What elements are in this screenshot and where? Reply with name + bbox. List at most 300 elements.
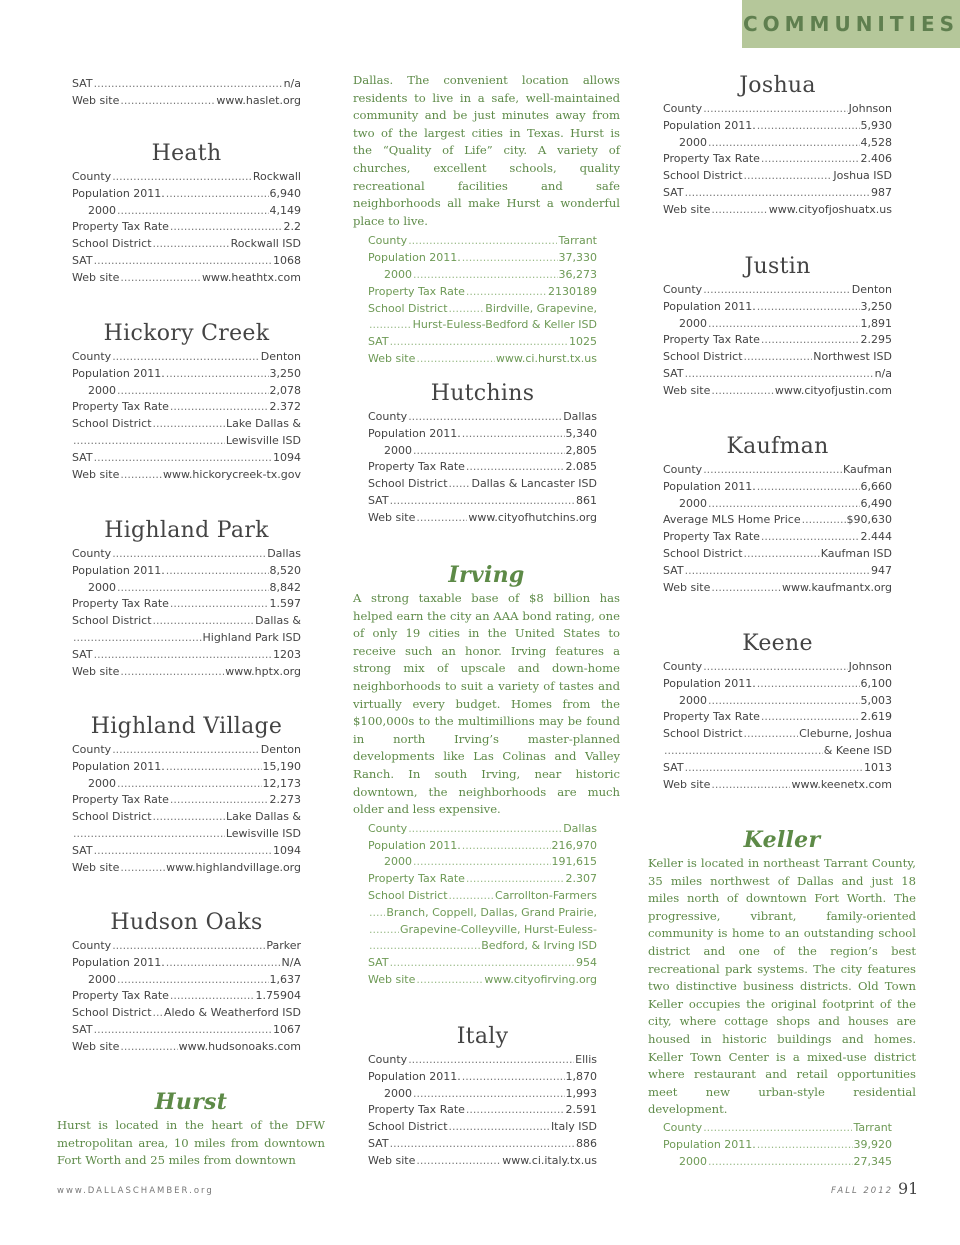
fact-value: Hurst-Euless-Bedford & Keller ISD — [412, 318, 597, 332]
fact-row — [663, 743, 892, 760]
fact-row — [368, 955, 597, 972]
fact-value: 947 — [871, 563, 892, 577]
fact-label: School District — [663, 546, 743, 560]
fact-row — [72, 563, 301, 580]
fact-value: 27,345 — [853, 1154, 892, 1168]
dot-leader — [685, 760, 863, 777]
dot-leader — [449, 301, 485, 318]
fact-value: 6,660 — [860, 479, 892, 493]
city-hurst-intro — [57, 1089, 325, 1170]
city-irving — [353, 562, 620, 989]
fact-label: 2000 — [384, 1086, 412, 1100]
city-kaufman — [663, 434, 892, 596]
fact-row — [663, 659, 892, 676]
fact-row — [72, 1022, 301, 1039]
dot-leader — [408, 233, 557, 250]
city-highland-park — [72, 518, 301, 680]
fact-label: Population 2011. — [663, 479, 756, 493]
dot-leader — [416, 1153, 501, 1170]
fact-label: County — [663, 660, 703, 673]
fact-value: 1.597 — [269, 597, 301, 611]
fact-label: County — [72, 939, 112, 952]
fact-list — [663, 101, 892, 219]
fact-value: Aledo & Weatherford ISD — [163, 1006, 301, 1020]
page-number: 91 — [898, 1179, 919, 1198]
fact-value: 954 — [576, 956, 597, 970]
fact-row — [72, 383, 301, 400]
dot-leader — [166, 955, 281, 972]
fact-label: Property Tax Rate — [663, 333, 760, 347]
fact-row — [663, 479, 892, 496]
fact-value: 2.591 — [565, 1103, 597, 1117]
fact-row — [72, 253, 301, 270]
fact-value: Birdville, Grapevine, — [485, 301, 597, 315]
fact-list — [368, 1052, 597, 1170]
dot-leader — [94, 450, 272, 467]
dot-leader — [466, 1102, 565, 1119]
dot-leader — [757, 1137, 853, 1154]
haslet-tail — [72, 76, 301, 110]
fact-value: 987 — [871, 185, 892, 199]
fact-row — [663, 726, 892, 743]
website-link[interactable]: www.ci.italy.tx.us — [502, 1153, 597, 1167]
fact-row — [368, 838, 597, 855]
fact-value: Joshua ISD — [833, 169, 892, 183]
fact-list — [72, 349, 301, 483]
dot-leader — [711, 383, 774, 400]
fact-label: Web site — [663, 580, 711, 594]
fact-label: Population 2011. — [663, 299, 756, 313]
city-title: Keller — [743, 827, 821, 853]
fact-value: Lake Dallas & — [226, 810, 301, 824]
fact-row — [72, 809, 301, 826]
fact-label: School District — [72, 417, 152, 431]
fact-label: 2000 — [679, 316, 707, 330]
fact-label: County — [663, 102, 703, 115]
fact-row — [663, 1137, 892, 1154]
fact-row — [663, 693, 892, 710]
fact-label: 2000 — [88, 383, 116, 397]
fact-label: SAT — [368, 956, 389, 970]
fact-value: 1068 — [273, 253, 301, 267]
fact-row — [663, 563, 892, 580]
dot-leader — [703, 462, 842, 479]
fact-label: SAT — [663, 366, 684, 380]
fact-label: 2000 — [88, 203, 116, 217]
dot-leader — [703, 659, 847, 676]
fact-label: Property Tax Rate — [368, 284, 465, 298]
fact-row — [72, 955, 301, 972]
fact-row — [72, 467, 301, 484]
dot-leader — [708, 316, 860, 333]
fact-row — [368, 1102, 597, 1119]
fact-value: Carrollton-Farmers — [495, 888, 597, 902]
fact-row — [663, 546, 892, 563]
dot-leader — [416, 972, 483, 989]
fact-value: 6,100 — [860, 676, 892, 690]
fact-row — [72, 972, 301, 989]
fact-label: Population 2011. — [368, 251, 461, 265]
city-title: Justin — [744, 254, 811, 279]
fact-label: Population 2011. — [368, 426, 461, 440]
city-title: Kaufman — [726, 434, 829, 459]
fact-label: County — [663, 1120, 703, 1134]
dot-leader — [112, 169, 252, 186]
website-link[interactable]: www.highlandvillage.org — [166, 860, 301, 874]
fact-value: 2.406 — [860, 152, 892, 166]
dot-leader — [117, 203, 269, 220]
fact-label: Property Tax Rate — [368, 872, 465, 886]
fact-value: Northwest ISD — [813, 350, 892, 364]
website-link[interactable]: www.keenetx.com — [791, 777, 892, 791]
dot-leader — [73, 826, 225, 843]
fact-value: Lake Dallas & — [226, 417, 301, 431]
dot-leader — [761, 332, 860, 349]
fact-value: 39,920 — [853, 1137, 892, 1151]
dot-leader — [390, 334, 568, 351]
city-hurst-cont — [353, 72, 620, 368]
fact-label: 2000 — [679, 135, 707, 149]
fact-value: 37,330 — [558, 251, 597, 265]
website-link[interactable]: www.cityofirving.org — [484, 972, 597, 986]
fact-label: Population 2011. — [663, 676, 756, 690]
fact-value: Rockwall ISD — [230, 237, 301, 251]
city-title: Keene — [742, 631, 813, 656]
fact-value: Tarrant — [853, 1120, 892, 1134]
website-link[interactable]: www.hptx.org — [225, 664, 301, 678]
fact-label: School District — [663, 350, 743, 364]
website-link[interactable]: www.hudsonoaks.com — [178, 1039, 301, 1053]
dot-leader — [94, 76, 283, 93]
fact-list — [353, 821, 620, 989]
footer-issue: FALL 2012 — [831, 1186, 894, 1196]
fact-label: Web site — [72, 93, 120, 107]
dot-leader — [703, 282, 851, 299]
fact-row — [72, 938, 301, 955]
fact-row — [72, 647, 301, 664]
fact-list — [72, 938, 301, 1056]
fact-value: 5,003 — [860, 693, 892, 707]
fact-label: School District — [368, 888, 448, 902]
fact-value: 36,273 — [558, 267, 597, 281]
fact-row — [368, 1052, 597, 1069]
dot-leader — [117, 383, 269, 400]
fact-row — [72, 792, 301, 809]
fact-row — [663, 760, 892, 777]
dot-leader — [802, 512, 846, 529]
fact-row — [368, 351, 597, 368]
fact-label: SAT — [72, 450, 93, 464]
fact-value: 216,970 — [551, 838, 597, 852]
fact-label: SAT — [72, 647, 93, 661]
fact-label: SAT — [72, 843, 93, 857]
fact-label: County — [72, 743, 112, 756]
footer-website: www.DALLASCHAMBER.org — [57, 1186, 214, 1196]
fact-row — [368, 426, 597, 443]
dot-leader — [369, 922, 399, 939]
fact-value: 6,490 — [860, 496, 892, 510]
fact-label: County — [72, 547, 112, 560]
fact-value: 1,637 — [269, 972, 301, 986]
fact-row — [72, 416, 301, 433]
fact-value: 3,250 — [269, 366, 301, 380]
fact-label: School District — [368, 1120, 448, 1134]
fact-value: Lewisville ISD — [225, 826, 301, 840]
fact-label: School District — [72, 810, 152, 824]
fact-label: 2000 — [679, 693, 707, 707]
city-joshua — [663, 73, 892, 219]
fact-row — [663, 101, 892, 118]
fact-row — [663, 580, 892, 597]
fact-label: Property Tax Rate — [663, 530, 760, 544]
dot-leader — [462, 1069, 565, 1086]
dot-leader — [120, 860, 165, 877]
fact-list — [72, 546, 301, 680]
fact-label: Web site — [72, 664, 120, 678]
dot-leader — [466, 459, 565, 476]
fact-label: 2000 — [88, 580, 116, 594]
fact-label: School District — [72, 614, 152, 628]
fact-row — [72, 596, 301, 613]
fact-value: Bedford, & Irving ISD — [481, 939, 597, 953]
fact-value: 2,805 — [565, 443, 597, 457]
dot-leader — [449, 888, 494, 905]
dot-leader — [462, 250, 558, 267]
fact-row — [663, 349, 892, 366]
dot-leader — [73, 630, 202, 647]
fact-row — [72, 450, 301, 467]
fact-value: 12,173 — [262, 776, 301, 790]
fact-row — [72, 169, 301, 186]
fact-value: 2.372 — [269, 400, 301, 414]
fact-row — [368, 476, 597, 493]
dot-leader — [117, 580, 269, 597]
fact-value: Highland Park ISD — [202, 630, 301, 644]
fact-label: Property Tax Rate — [663, 152, 760, 166]
fact-label: SAT — [663, 185, 684, 199]
dot-leader — [757, 676, 860, 693]
fact-value: $90,630 — [846, 513, 892, 527]
fact-row — [663, 332, 892, 349]
fact-value: 4,528 — [860, 135, 892, 149]
fact-row — [368, 1069, 597, 1086]
fact-row — [368, 1136, 597, 1153]
city-justin — [663, 254, 892, 400]
fact-label: Population 2011. — [368, 838, 461, 852]
fact-row — [663, 512, 892, 529]
dot-leader — [711, 580, 781, 597]
dot-leader — [708, 693, 860, 710]
fact-row — [72, 76, 301, 93]
fact-row — [663, 529, 892, 546]
fact-label: Property Tax Rate — [663, 710, 760, 724]
fact-value: 1094 — [273, 843, 301, 857]
fact-label: Property Tax Rate — [72, 597, 169, 611]
dot-leader — [120, 93, 215, 110]
fact-label: SAT — [72, 77, 93, 90]
fact-label: Population 2011. — [368, 1069, 461, 1083]
fact-label: Web site — [368, 1153, 416, 1167]
dot-leader — [117, 972, 269, 989]
dot-leader — [413, 443, 565, 460]
dot-leader — [685, 185, 870, 202]
fact-row — [663, 496, 892, 513]
fact-label: 2000 — [88, 972, 116, 986]
dot-leader — [703, 1120, 852, 1137]
dot-leader — [120, 1039, 177, 1056]
fact-label: Population 2011. — [72, 366, 165, 380]
fact-row — [72, 742, 301, 759]
city-title: Joshua — [739, 73, 816, 98]
fact-label: Web site — [663, 202, 711, 216]
fact-row — [663, 185, 892, 202]
fact-value: Italy ISD — [550, 1120, 597, 1134]
dot-leader — [369, 905, 385, 922]
fact-value: 2130189 — [548, 284, 597, 298]
fact-value: Kaufman ISD — [820, 546, 892, 560]
fact-value: 5,340 — [565, 426, 597, 440]
fact-label: County — [368, 1053, 408, 1066]
fact-value: 886 — [576, 1136, 597, 1150]
dot-leader — [369, 938, 480, 955]
fact-value: Branch, Coppell, Dallas, Grand Prairie, — [386, 905, 597, 919]
dot-leader — [153, 613, 255, 630]
fact-label: County — [72, 350, 112, 363]
fact-row — [368, 317, 597, 334]
dot-leader — [761, 709, 860, 726]
website-link[interactable]: www.hickorycreek-tx.gov — [162, 467, 301, 481]
city-hutchins — [353, 381, 620, 527]
dot-leader — [413, 267, 558, 284]
city-description: Keller is located in northeast Tarrant County, 35 miles northwest of Dallas and just 18 miles north of downtown Fort Worth. The progressive, vibrant, family-oriented community is home to an outstanding school district and one of the region’s best recreational park systems. The city features two distinctive business districts. Old Town Keller occupies the original footprint of the city, where cottage shops and houses are housed in historic buildings and homes. Keller Town Center is a mixed-use district where restaurant and retail opportunities meet new urban-style residential development. — [648, 856, 916, 1117]
dot-leader — [761, 151, 860, 168]
fact-value: 2.295 — [860, 333, 892, 347]
website-link[interactable]: www.cityofjoshuatx.us — [768, 202, 892, 216]
dot-leader — [153, 236, 230, 253]
fact-row — [72, 236, 301, 253]
fact-row — [72, 843, 301, 860]
dot-leader — [390, 955, 575, 972]
dot-leader — [416, 351, 495, 368]
fact-value: Denton — [260, 350, 301, 363]
fact-value: 1,993 — [565, 1086, 597, 1100]
fact-value: 5,930 — [860, 118, 892, 132]
website-link[interactable]: www.kaufmantx.org — [781, 580, 892, 594]
fact-value: 2,078 — [269, 383, 301, 397]
fact-value: 861 — [576, 493, 597, 507]
dot-leader — [153, 1005, 163, 1022]
fact-row — [663, 383, 892, 400]
fact-row — [72, 219, 301, 236]
fact-list — [648, 1120, 916, 1170]
dot-leader — [462, 426, 565, 443]
fact-row — [368, 233, 597, 250]
fact-label: Population 2011. — [72, 186, 165, 200]
city-title: Hickory Creek — [103, 321, 270, 346]
dot-leader — [166, 563, 269, 580]
fact-row — [368, 854, 597, 871]
fact-label: 2000 — [384, 267, 412, 281]
city-description: A strong taxable base of $8 billion has helped earn the city an AAA bond rating, one of only 19 cities in the United States to receive such an honor. Irving features a strong mix of upscale and down-home neighborhoods to suit a variety of tastes and virtually every budget. Homes from the $100,000s to the multimillions may be found in north Irving’s master-planned developments like Las Colinas and Valley Ranch. In south Irving, near historic downtown, the neighborhoods are much older and less expensive. — [353, 591, 620, 817]
dot-leader — [170, 596, 269, 613]
fact-row — [663, 1154, 892, 1171]
fact-list — [663, 659, 892, 793]
dot-leader — [744, 546, 820, 563]
website-link[interactable]: www.haslet.org — [216, 93, 301, 107]
fact-label: SAT — [663, 760, 684, 774]
dot-leader — [120, 664, 224, 681]
fact-label: Population 2011. — [663, 118, 756, 132]
fact-value: 1,891 — [860, 316, 892, 330]
fact-value: Denton — [260, 743, 301, 756]
fact-label: Web site — [368, 510, 416, 524]
fact-row — [368, 267, 597, 284]
dot-leader — [369, 317, 412, 334]
fact-row — [368, 972, 597, 989]
fact-value: Dallas — [563, 410, 597, 423]
fact-row — [72, 613, 301, 630]
fact-row — [663, 151, 892, 168]
dot-leader — [94, 647, 272, 664]
fact-value: 1025 — [569, 335, 597, 349]
fact-label: 2000 — [88, 776, 116, 790]
dot-leader — [413, 1086, 565, 1103]
dot-leader — [408, 409, 562, 426]
fact-row — [368, 821, 597, 838]
website-link[interactable]: www.cityofhutchins.org — [468, 510, 597, 524]
dot-leader — [413, 854, 551, 871]
fact-value: 2.619 — [860, 710, 892, 724]
fact-row — [72, 826, 301, 843]
fact-value: Dallas & — [255, 614, 301, 628]
fact-row — [368, 301, 597, 318]
fact-list — [663, 462, 892, 596]
fact-list — [72, 169, 301, 287]
fact-value: Grapevine-Colleyville, Hurst-Euless- — [399, 922, 597, 936]
fact-label: 2000 — [679, 1154, 707, 1168]
fact-row — [72, 1039, 301, 1056]
fact-row — [663, 282, 892, 299]
dot-leader — [708, 496, 860, 513]
fact-value: Dallas & Lancaster ISD — [471, 477, 597, 491]
fact-label: Population 2011. — [72, 759, 165, 773]
fact-row — [72, 630, 301, 647]
website-link[interactable]: www.ci.hurst.tx.us — [495, 351, 597, 365]
dot-leader — [390, 493, 575, 510]
fact-value: Johnson — [848, 102, 892, 115]
city-hickory-creek — [72, 321, 301, 483]
fact-row — [72, 664, 301, 681]
fact-row — [72, 546, 301, 563]
website-link[interactable]: www.heathtx.com — [201, 270, 301, 284]
dot-leader — [462, 838, 551, 855]
website-link[interactable]: www.cityofjustin.com — [774, 383, 892, 397]
fact-value: n/a — [283, 77, 301, 90]
fact-label: County — [72, 170, 112, 183]
dot-leader — [744, 726, 799, 743]
fact-value: Cleburne, Joshua — [799, 727, 892, 741]
fact-row — [72, 433, 301, 450]
city-italy — [353, 1024, 620, 1170]
dot-leader — [703, 101, 847, 118]
fact-row — [663, 299, 892, 316]
dot-leader — [466, 871, 565, 888]
fact-row — [368, 922, 597, 939]
city-title: Highland Village — [90, 714, 283, 739]
fact-value: 1,870 — [565, 1069, 597, 1083]
fact-row — [663, 118, 892, 135]
city-title: Heath — [151, 141, 222, 166]
